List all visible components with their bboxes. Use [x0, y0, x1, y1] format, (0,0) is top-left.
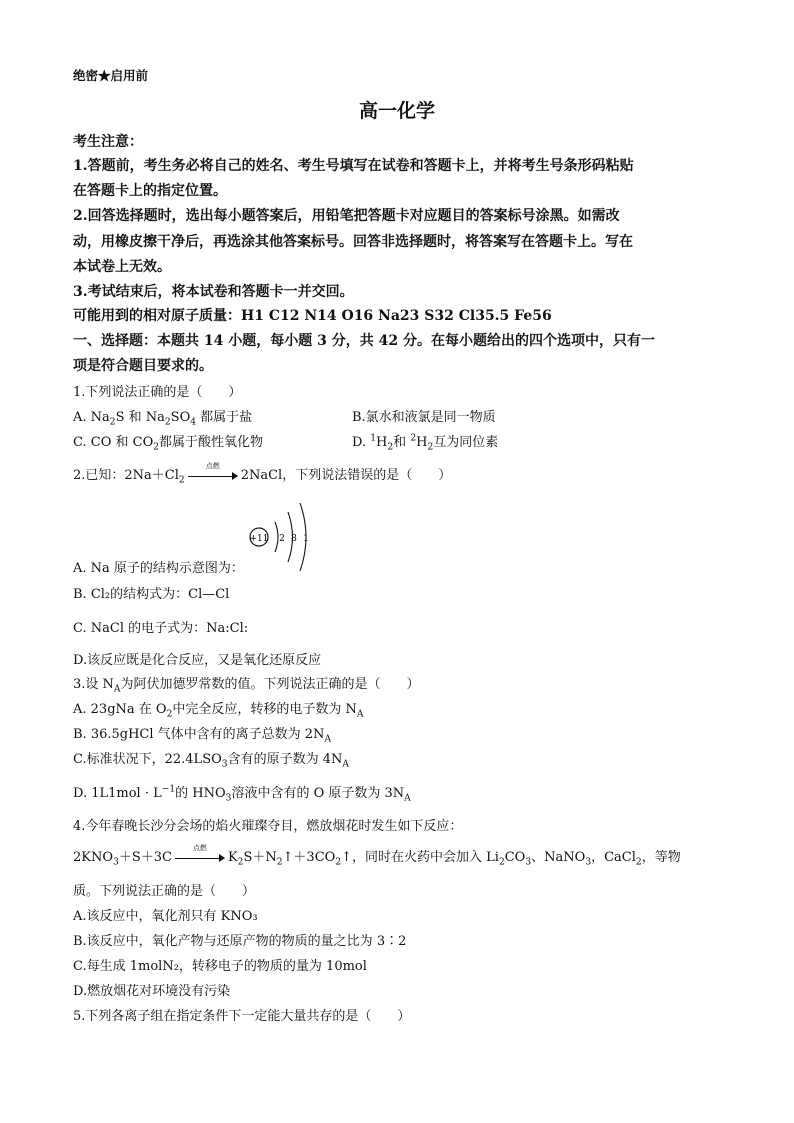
atom-nucleus-label: +11: [249, 534, 269, 544]
q3-option-d: D. $1L1mol \cdot L^{-1}$的 $HNO_3$溶液中含有的 O 原子数为 $3N_A$: [73, 784, 411, 804]
q2-stem: 2.已知：$2Na+Cl_2$ 点燃 2NaCl，下列说法错误的是（ ）: [73, 461, 452, 486]
notice-heading: 考生注意：: [73, 134, 143, 150]
notice-line-6: 3.考试结束后，将本试卷和答题卡一并交回。: [73, 284, 354, 300]
reaction-arrow: [188, 461, 238, 484]
atomic-mass-line: 可能用到的相对原子质量：H1 C12 N14 O16 Na23 S32 Cl35.5 Fe56: [73, 308, 552, 324]
notice-line-4: 动，用橡皮擦干净后，再选涂其他答案标号。回答非选择题时，将答案写在答题卡上。写在: [73, 234, 633, 250]
q4-option-d: D.燃放烟花对环境没有污染: [73, 984, 231, 999]
sodium-atom-diagram: [245, 500, 315, 572]
notice-line-5: 本试卷上无效。: [73, 259, 171, 275]
shell-1-electrons: 2: [279, 534, 285, 544]
q2-stem-pre: 2.已知：: [73, 468, 125, 483]
q3-option-b: B. 36.5gHCl 气体中含有的离子总数为 $2N_A$: [73, 727, 332, 745]
q2-stem-post: ，下列说法错误的是（ ）: [282, 468, 452, 483]
q1-stem: 1.下列说法正确的是（ ）: [73, 385, 242, 400]
shell-3-electrons: 1: [303, 534, 309, 544]
q5-stem: 5.下列各离子组在指定条件下一定能大量共存的是（ ）: [73, 1009, 411, 1024]
q4-option-c: C.每生成 1molN₂，转移电子的物质的量为 10mol: [73, 959, 367, 974]
page-title: 高一化学: [358, 100, 435, 122]
q4-stem: 4.今年春晚长沙分会场的焰火璀璨夺目，燃放烟花时发生如下反应：: [73, 819, 463, 834]
q3-stem: 3.设 $N_A$为阿伏加德罗常数的值。下列说法正确的是（ ）: [73, 677, 420, 695]
q4-option-a: A.该反应中，氧化剂只有 KNO₃: [73, 909, 258, 924]
q1-option-b: B.氯水和液氯是同一物质: [352, 410, 496, 425]
notice-line-1: 1.答题前，考生务必将自己的姓名、考生号填写在试卷和答题卡上，并将考生号条形码粘贴: [73, 158, 634, 174]
q4-reaction: $2KNO_3+S+3C$ 点燃 $K_2S+N_2↑+3CO_2↑$，同时在火药中会加入 $Li_2CO_3$、NaNO$_3$，CaCl$_2$，等物: [73, 843, 681, 868]
q3-option-a: A. 23gNa 在 $O_2$中完全反应，转移的电子数为 $N_A$: [73, 702, 364, 720]
section-heading-line-1: 一、选择题：本题共 14 小题，每小题 3 分，共 42 分。在每小题给出的四个选项中，只有一: [73, 333, 655, 349]
q1-option-d: D. $^1H_2$和 $^2H_2$互为同位素: [352, 433, 499, 453]
q4-stem-tail: 质。下列说法正确的是（ ）: [73, 884, 256, 899]
notice-line-2: 在答题卡上的指定位置。: [73, 183, 227, 199]
secret-label: 绝密★启用前: [73, 68, 149, 83]
section-heading-line-2: 项是符合题目要求的。: [73, 358, 213, 374]
q3-option-c: C.标准状况下，$22.4LSO_3$含有的原子数为 $4N_A$: [73, 752, 349, 770]
reaction-condition: 点燃: [192, 843, 207, 852]
shell-2-electrons: 8: [291, 534, 297, 544]
q2-option-a: A. Na 原子的结构示意图为：: [73, 561, 244, 576]
q2-option-c: C. NaCl 的电子式为：Na:Cl:: [73, 621, 249, 636]
q4-option-b: B.该反应中，氧化产物与还原产物的物质的量之比为 3∶2: [73, 934, 407, 949]
notice-line-3: 2.回答选择题时，选出每小题答案后，用铅笔把答题卡对应题目的答案标号涂黑。如需改: [73, 208, 620, 224]
reaction-arrow: [175, 843, 225, 866]
q1-option-a: A. $Na_2S$ 和 $Na_2SO_4$ 都属于盐: [73, 410, 253, 428]
q2-option-d: D.该反应既是化合反应，又是氧化还原反应: [73, 653, 322, 668]
reaction-condition: 点燃: [205, 461, 220, 470]
q1-option-c: C. CO 和 $CO_2$都属于酸性氧化物: [73, 435, 264, 453]
q2-option-b: B. Cl₂的结构式为：Cl—Cl: [73, 587, 230, 602]
electron-formula: Na:Cl:: [206, 621, 249, 636]
